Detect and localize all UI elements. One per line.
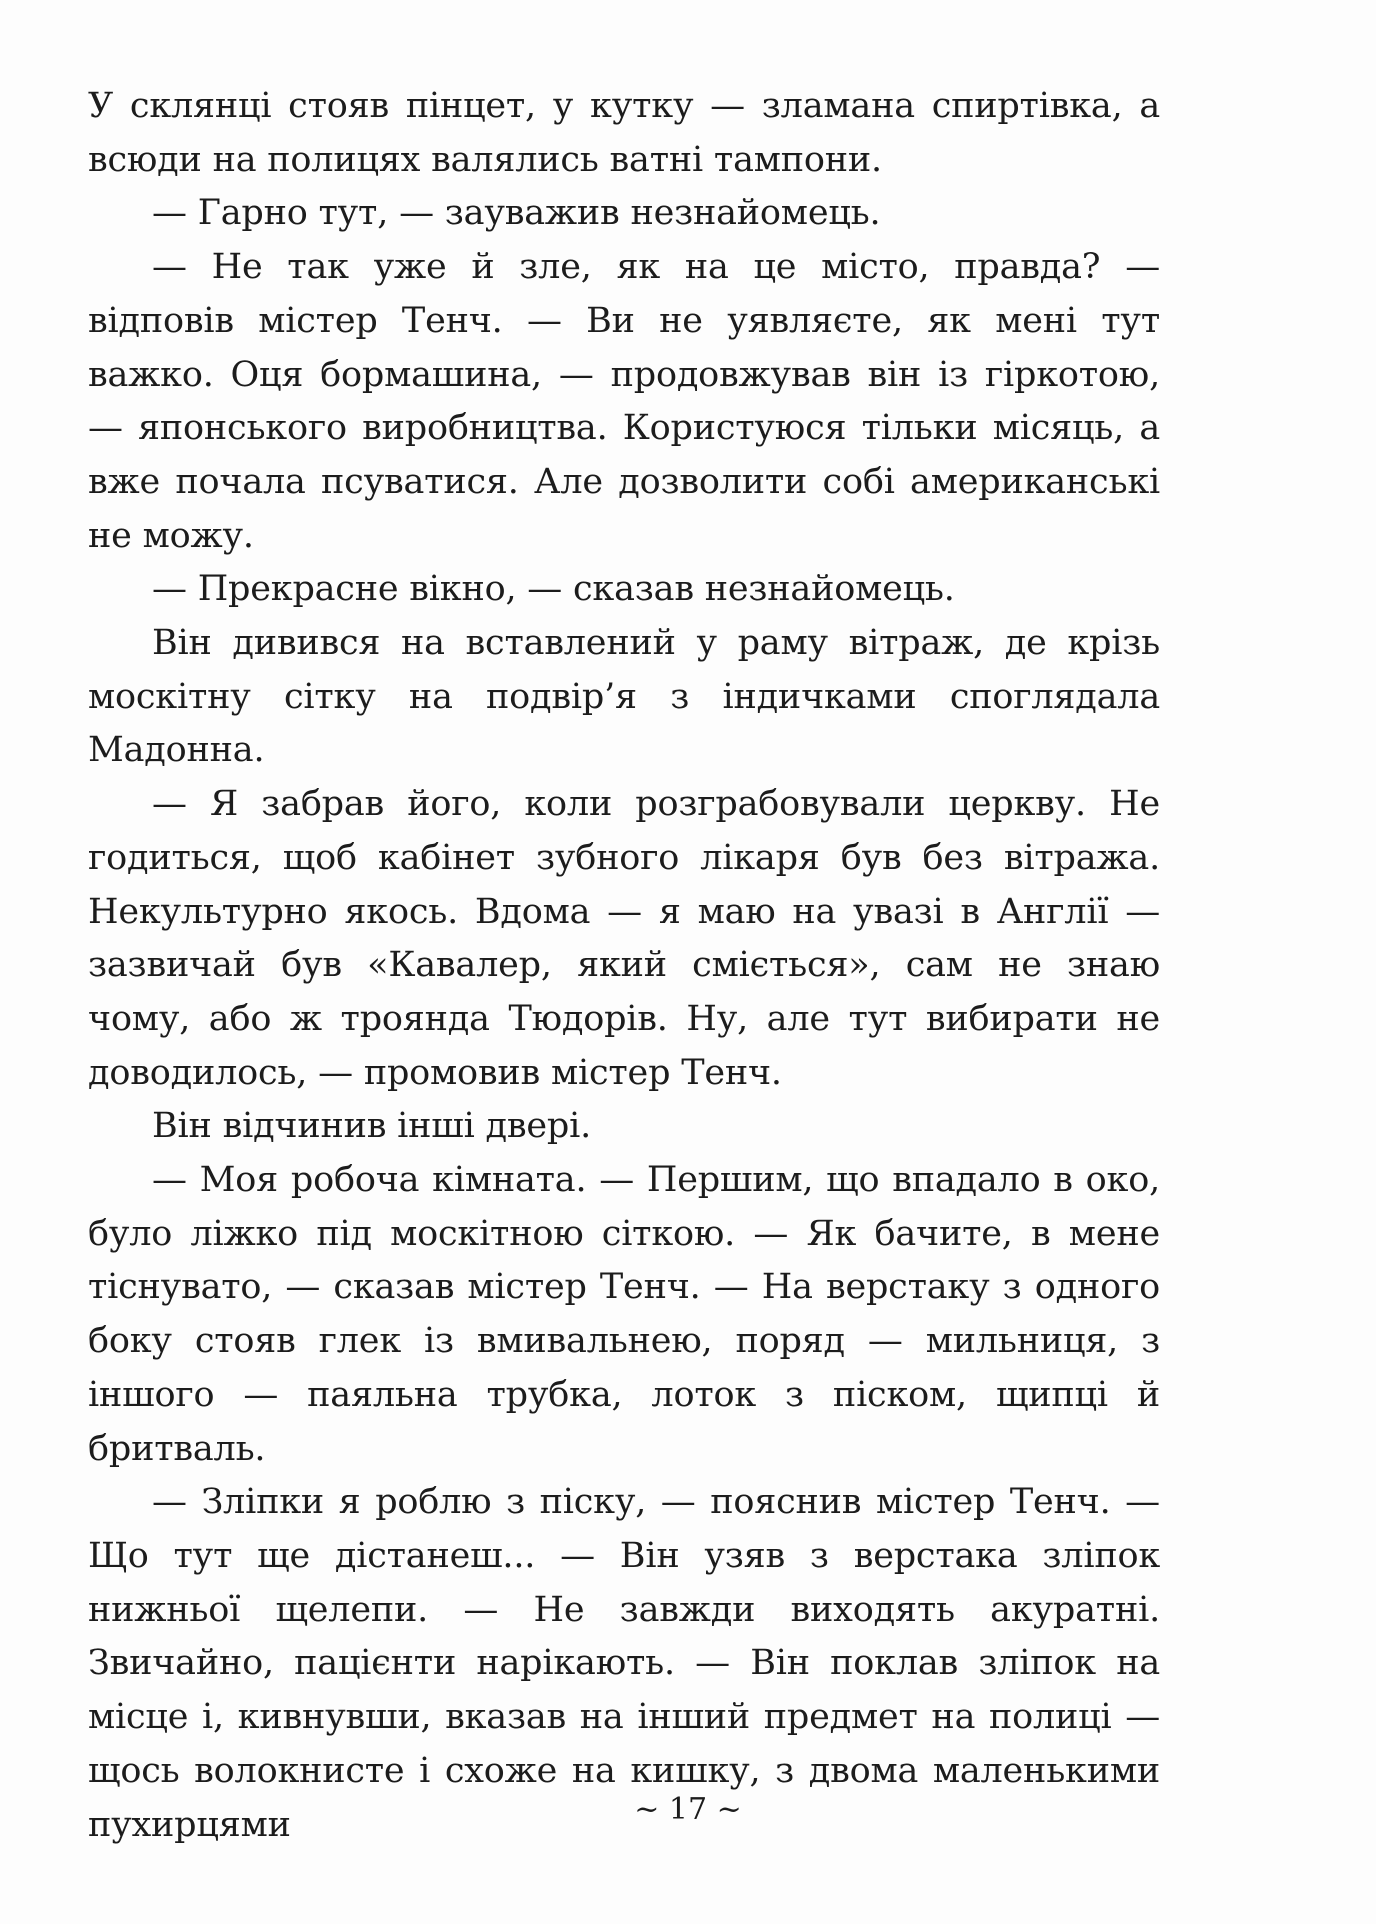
paragraph-5: Він дивився на вставлений у раму вітраж, де крізь москітну сітку на подвір’я з індичками споглядала Мадонна.: [88, 623, 1160, 771]
paragraph-8: — Моя робоча кімната. — Першим, що впадало в око, було ліжко під москітною сіткою. — Як бачите, в мене тіснувато, — сказав містер Тенч. — На верстаку з одного боку стояв глек із вмивальнею, поряд — мильниця, з іншого — паяльна трубка, лоток з піском, щипці й бритваль.: [88, 1160, 1160, 1469]
paragraph-2: — Гарно тут, — зауважив незнайомець.: [152, 193, 881, 234]
paragraph-1: У склянці стояв пінцет, у кутку — зламана спиртівка, а всюди на полицях валялись ватні тампони.: [88, 86, 1160, 180]
paragraph-4: — Прекрасне вікно, — сказав незнайомець.: [152, 569, 955, 610]
paragraph-6: — Я забрав його, коли розграбовували церкву. Не годиться, щоб кабінет зубного лікаря був без вітража. Некультурно якось. Вдома — я маю на увазі в Англії — зазвичай був «Кавалер, який сміється», сам не знаю чому, або ж троянда Тюдорів. Ну, але тут вибирати не доводилось, — промовив містер Тенч.: [88, 784, 1160, 1093]
paragraph-9: — Зліпки я роблю з піску, — пояснив містер Тенч. — Що тут ще дістанеш... — Він узяв з верстака зліпок нижньої щелепи. — Не завжди виходять акуратні. Звичайно, пацієнти нарікають. — Він поклав зліпок на місце і, кивнувши, вказав на інший предмет на полиці — щось волокнисте і схоже на кишку, з двома маленькими пухирцями: [88, 1482, 1160, 1845]
page-number: ~ 17 ~: [634, 1792, 742, 1827]
paragraph-3: — Не так уже й зле, як на це місто, правда? — відповів містер Тенч. — Ви не уявляєте, як мені тут важко. Оця бормашина, — продовжував він із гіркотою, — японського виробництва. Користуюся тільки місяць, а вже почала псуватися. Але дозволити собі американські не можу.: [88, 247, 1160, 556]
paragraph-7: Він відчинив інші двері.: [152, 1106, 592, 1147]
body-text: [88, 80, 1160, 1852]
